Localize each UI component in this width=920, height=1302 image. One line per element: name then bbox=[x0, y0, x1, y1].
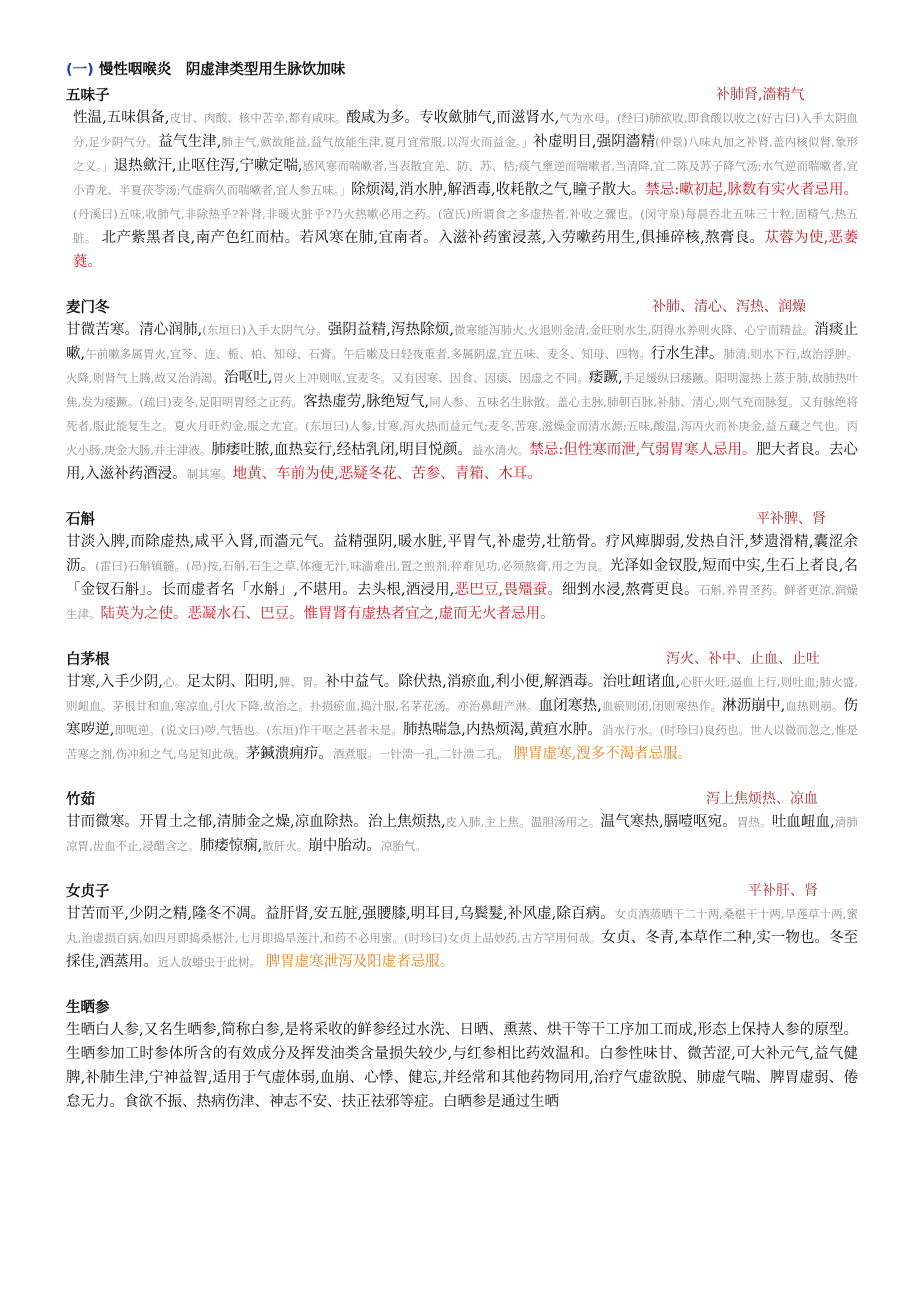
annotation-note: 酒煮服。一针溃一孔,二针溃二孔。 bbox=[332, 747, 509, 761]
main-text: 甘微苦寒。清心润肺, bbox=[66, 322, 203, 338]
annotation-note: 气为水母。(经曰)肺欲收,即食酸以收之(好古曰)入手太阴血分,足少阴气分。 bbox=[73, 111, 859, 149]
main-text: 补虚明目,强阴濇精 bbox=[533, 134, 656, 150]
main-text: 酸咸为多。专收歛肺气,而滋肾水, bbox=[346, 110, 560, 126]
annotation-note: 清肺凉胃,齿血不止,浸醋含之。 bbox=[66, 815, 859, 853]
herb-entry bbox=[66, 648, 858, 766]
annotation-note: (丹溪曰)五味,收肺气,非除热乎?补肾,非暖火脏乎?乃火热嗽必用之药。(寇氏)所谓食之多虚热者,补收之骤也。(闵守泉)每晨吞北五味三十粒,固精气,热五脏。 bbox=[73, 207, 858, 245]
main-text: 生晒白人参,又名生晒参,简称白参,是将采收的鲜参经过水洗、日晒、熏蒸、烘干等干工序加工而成,形态上保持人参的原型。生晒参加工时参体所含的有效成分及挥发油类含量损失较少,与红参相比药效温和。白参性味甘、微苦涩,可大补元气,益气健脾,补肺生津,宁神益智,适用于气虚体弱,血崩、心悸、健忘,并经常和其他药物同用,治疗气虚欲脱、肺虚气喘、脾胃虚弱、倦怠无力。食欲不振、热病伤津、神志不安、扶正祛邪等症。白晒参是通过生晒 bbox=[66, 1022, 858, 1110]
herb-name: 五味子 bbox=[66, 88, 110, 104]
main-text: 细剉水浸,熬膏更良。 bbox=[562, 582, 699, 598]
main-text: 治呕吐, bbox=[224, 370, 273, 386]
herb-entry-header bbox=[66, 996, 858, 1018]
herb-entry bbox=[66, 996, 858, 1114]
main-text: 女贞、冬青,本草作二种,实一物也。冬至採佳,酒蒸用。 bbox=[66, 930, 859, 970]
annotation-note: 感风寒而喘嗽者,当表散宜羌、防、苏、桔;痰气壅逆而喘嗽者,当清降,宜二陈及苏子降气汤;水气逆而喘嗽者,宜小青龙、半夏茯苓汤;气虚病久而喘嗽者,宜人参五味。」 bbox=[73, 159, 859, 197]
herb-description bbox=[66, 670, 858, 766]
annotation-note: 近人放蜡虫于此树。 bbox=[157, 955, 262, 969]
main-text: 甘而微寒。开胃土之郁,清肺金之燥,凉血除热。治上焦烦热, bbox=[66, 814, 446, 830]
main-text: 行水生津。 bbox=[650, 346, 724, 362]
annotation-note: 血瘀则闭,闭则寒热作。 bbox=[601, 699, 723, 713]
herb-effect-tag: 泻上焦烦热、凉血 bbox=[706, 791, 818, 807]
annotation-note: 心肝火旺,逼血上行,则吐血;肺火盛,则衄血。茅根甘和血,寒凉血,引火下降,故治之。扑损瘀血,捣汁服,名茅花汤。亦治鼻衄产淋。 bbox=[66, 675, 859, 713]
contraindication-text: 禁忌:但性寒而泄,气弱胃寒人忌用。 bbox=[529, 442, 757, 458]
annotation-note: 胃热。 bbox=[736, 815, 772, 829]
herb-effect-tag: 平补脾、肾 bbox=[756, 511, 826, 527]
main-text: 伤寒哕逆, bbox=[66, 698, 859, 738]
main-text: 性温,五味俱备, bbox=[73, 110, 170, 126]
main-text: 吐血衄血, bbox=[771, 814, 835, 830]
contraindication-text: 地黄、车前为使,恶疑冬花、苦参、青箱、木耳。 bbox=[232, 466, 542, 482]
main-text: 茅鍼溃痈疖。 bbox=[245, 746, 333, 762]
annotation-note: 女贞酒蒸晒干二十两,桑椹干十两,旱莲草十两,蜜丸,治虚损百病,如四月即捣桑椹汁,七月即捣旱莲汁,和药不必用蜜。(时珍曰)女贞上品妙药,古方罕用何哉。 bbox=[66, 907, 858, 945]
main-text: 光泽如金钗股,短而中实,生石上者良,名「金钗石斛」。长而虚者名「水斛」,不堪用。去头根,酒浸用, bbox=[66, 558, 859, 598]
main-text: 消痰止嗽, bbox=[66, 322, 858, 362]
annotation-note: 胃火上冲则呕,宜麦冬。又有因寒、因食、因痰、因虚之不同。 bbox=[272, 371, 589, 385]
herb-entry-header bbox=[66, 508, 858, 530]
section-number: (一) bbox=[66, 62, 94, 78]
annotation-note: 皮甘、肉酸、核中苦辛,都有咸味。 bbox=[169, 111, 347, 125]
annotation-note: (仲景)八味丸加之补肾,盖内核似肾,象形之义。」 bbox=[73, 135, 859, 173]
main-text: 淋沥崩中, bbox=[722, 698, 786, 714]
herb-entry bbox=[66, 296, 858, 486]
herb-entry-header bbox=[66, 880, 858, 902]
caution-text: 脾胃虚寒泄泻及阳虚者忌服。 bbox=[261, 954, 455, 970]
main-text: 退热歛汗,止呕住泻,宁嗽定喘, bbox=[113, 158, 303, 174]
contraindication-text: 禁忌:嗽初起,脉数有实火者忌用。 bbox=[645, 182, 859, 198]
contraindication-text: 恶巴豆,畏殭蚕。 bbox=[454, 582, 563, 598]
herb-entry-header bbox=[66, 84, 858, 106]
annotation-note: 脾、胃。 bbox=[278, 675, 326, 689]
main-text: 益气生津, bbox=[158, 134, 222, 150]
herb-entry-header bbox=[66, 788, 858, 810]
annotation-note: 皮入肺,主上焦。温胆汤用之。 bbox=[445, 815, 601, 829]
herb-entry bbox=[66, 880, 858, 974]
section-heading bbox=[66, 58, 858, 82]
main-text: 肥大者良。去心用,入滋补药酒浸。 bbox=[66, 442, 859, 482]
herb-entry-header bbox=[66, 296, 858, 318]
annotation-note: 肺清,则水下行,故治浮肿。火降,则肾气上腾,故又治消渴。 bbox=[66, 347, 859, 385]
contraindication-text: 苁蓉为使,恶萎 蕤。 bbox=[73, 230, 859, 270]
document-page bbox=[66, 58, 858, 1114]
herb-description bbox=[66, 810, 858, 858]
annotation-note: 同人参、五味名生脉散。盖心主脉,肺朝百脉,补肺、清心,则气充而脉复。又有脉绝将死者,服此能复生之。夏火月旺灼金,服之尤宜。(东垣曰)人参,甘寒,泻火热而益元气;麦冬,苦寒,滋燥金而清水源;五味,酸温,泻丙火而补庚金,益五藏之气也。丙火小肠,庚金大肠,并主津液。 bbox=[66, 395, 858, 457]
herb-entry-header bbox=[66, 648, 858, 670]
section-title: 慢性咽喉炎 阴虚津类型用生脉饮加味 bbox=[93, 62, 346, 78]
herb-entry bbox=[66, 508, 858, 626]
annotation-note: 凉胎气。 bbox=[380, 839, 427, 853]
herb-entry-list bbox=[66, 84, 858, 1114]
annotation-note: (东垣曰)入手太阴气分。 bbox=[202, 323, 328, 337]
main-text: 补中益气。除伏热,消瘀血,利小便,解酒毒。治吐衄诸血, bbox=[325, 674, 681, 690]
main-text: 甘淡入脾,而除虚热,咸平入肾,而濇元气。益精强阴,暖水脏,平胃气,补虚劳,壮筋骨。疗风痺脚弱,发热自汗,梦遗滑精,囊涩余沥。 bbox=[66, 534, 858, 574]
main-text: 甘苦而平,少阴之精,隆冬不凋。益肝肾,安五脏,强腰膝,明耳目,乌鬓髮,补风虚,除百病。 bbox=[66, 906, 615, 922]
herb-name: 生晒参 bbox=[66, 1000, 110, 1016]
herb-effect-tag: 补肺、清心、泻热、润燥 bbox=[652, 299, 806, 315]
herb-name: 白茅根 bbox=[66, 652, 110, 668]
herb-description bbox=[66, 902, 858, 974]
annotation-note: 手足缓纵曰痿蹶。阳明湿热上蒸于肺,故肺热叶焦,发为痿蹶。(疏曰)麦冬,足阳明胃经之正药。 bbox=[66, 371, 859, 409]
annotation-note: 即呃逆。(说文曰)哕,气牾也。(东垣)作干呕之甚者未是。 bbox=[114, 723, 403, 737]
contraindication-text: 陆英为之使。恶凝水石、巴豆。惟胃肾有虚热者宜之,虚而无火者忌用。 bbox=[100, 606, 555, 622]
main-text: 血闭寒热, bbox=[538, 698, 602, 714]
herb-description bbox=[66, 1018, 858, 1114]
main-text: 肺热喘急,内热烦渴,黄疸水肿。 bbox=[402, 722, 602, 738]
herb-name: 石斛 bbox=[66, 512, 95, 528]
caution-text: 脾胃虚寒,溲多不渴者忌服。 bbox=[508, 746, 693, 762]
annotation-note: 制其寒。 bbox=[186, 467, 233, 481]
main-text: 肺痿吐脓,血热妄行,经枯乳闭,明目悦颜。 bbox=[211, 442, 472, 458]
annotation-note: 微寒能泻肺火,火退则金清,金旺则水生,阴得水养则火降、心宁而精益。 bbox=[454, 323, 815, 337]
main-text: 甘寒,入手少阴, bbox=[66, 674, 164, 690]
annotation-note: 益水清火。 bbox=[471, 443, 530, 457]
annotation-note: 午前嗽多属胃火,宜芩、连、栀、柏、知母、石膏。午后嗽及日轻夜重者,多属阴虚,宜五味、麦冬、知母、四物。 bbox=[85, 347, 651, 361]
annotation-note: 肺主气,歛故能益,益气故能生津,夏月宜常服,以泻火而益金。」 bbox=[221, 135, 534, 149]
main-text: 北产紫黑者良,南产色红而枯。若风寒在肺,宜南者。入滋补药蜜浸蒸,入劳嗽药用生,俱捶碎核,熬膏良。 bbox=[96, 230, 765, 246]
herb-description bbox=[66, 318, 858, 486]
annotation-note: (雷曰)石斛镇髓。(昂)按,石斛,石生之草,体瘦无汁,味濇难出,置之煎剂,猝难见功,必须熬膏,用之为良。 bbox=[95, 559, 610, 573]
herb-effect-tag: 补肺肾,濇精气 bbox=[716, 87, 805, 103]
herb-description bbox=[66, 530, 858, 626]
main-text: 除烦渴,消水肿,解酒毒,收耗散之气,瞳子散大。 bbox=[351, 182, 646, 198]
main-text: 足太阴、阳明, bbox=[186, 674, 279, 690]
herb-name: 女贞子 bbox=[66, 884, 110, 900]
herb-entry bbox=[66, 84, 858, 274]
annotation-note: 消水行水。(时珍曰)良药也。世人以微而忽之,惟是苦寒之剂,伤冲和之气,乌足知此哉。 bbox=[66, 723, 859, 761]
herb-name: 竹茹 bbox=[66, 792, 95, 808]
herb-entry bbox=[66, 788, 858, 858]
annotation-note: 散肝火。 bbox=[262, 839, 309, 853]
main-text: 肺痿惊痫, bbox=[199, 838, 263, 854]
annotation-note: 血热则崩。 bbox=[785, 699, 844, 713]
main-text: 痿蹶, bbox=[588, 370, 623, 386]
main-text: 强阴益精,泻热除烦, bbox=[327, 322, 455, 338]
main-text: 客热虚劳,脉绝短气, bbox=[303, 394, 430, 410]
annotation-note: 心。 bbox=[163, 675, 187, 689]
herb-description bbox=[66, 106, 858, 274]
main-text: 温气寒热,膈噎呕宛。 bbox=[600, 814, 737, 830]
herb-effect-tag: 泻火、补中、止血、止吐 bbox=[666, 651, 820, 667]
annotation-note: 石斛,养胃圣药。鲜者更凉,润燥生津。 bbox=[66, 583, 859, 621]
main-text: 崩中胎动。 bbox=[308, 838, 381, 854]
herb-effect-tag: 平补肝、肾 bbox=[748, 883, 818, 899]
herb-name: 麦门冬 bbox=[66, 300, 110, 316]
